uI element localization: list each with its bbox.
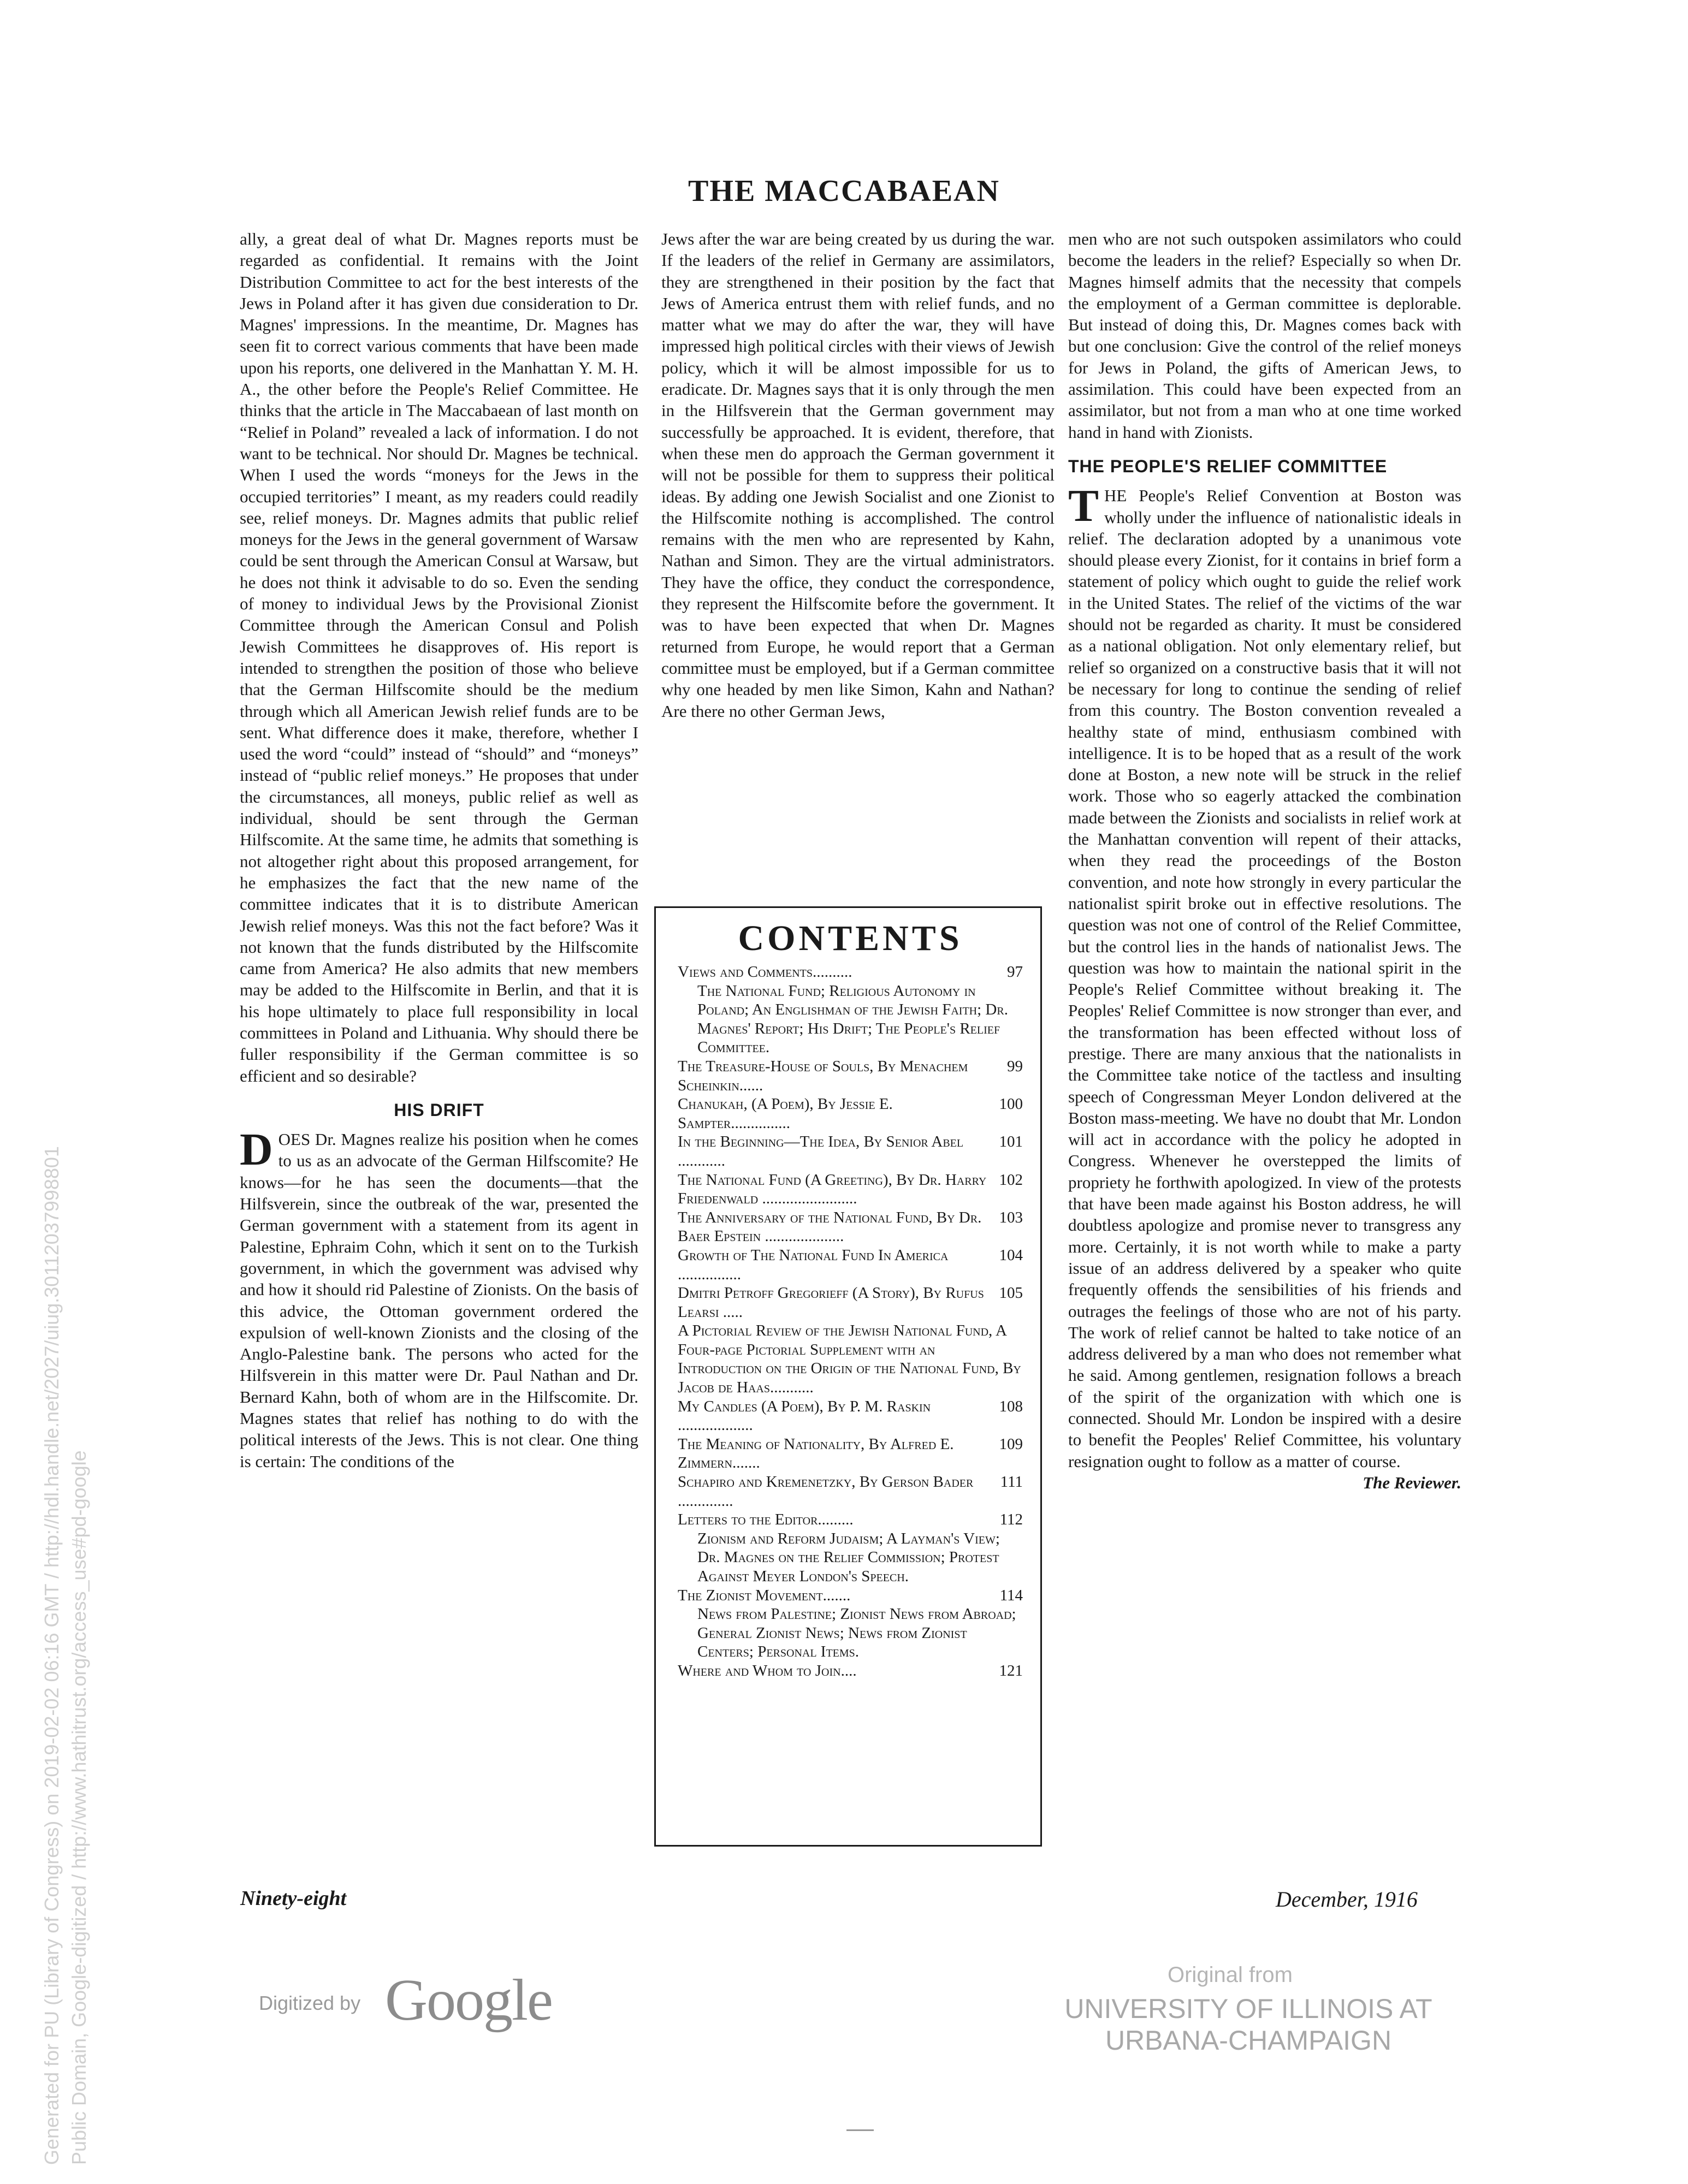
contents-entry xyxy=(678,1473,1023,1510)
column-1 xyxy=(240,228,638,1472)
contents-entry-text: Schapiro and Kremenetzky, By Gerson Bader .............. xyxy=(678,1473,974,1510)
contents-page-number: 104 xyxy=(999,1246,1023,1264)
contents-page-number: 109 xyxy=(999,1435,1023,1453)
contents-entry xyxy=(678,1397,1023,1435)
peoples-relief-paragraph xyxy=(1068,480,1461,1492)
contents-entry xyxy=(678,1321,1023,1397)
contents-entry-text: Views and Comments.......... xyxy=(678,963,852,981)
col3-paragraph: men who are not such outspoken assimilators who could become the leaders in the relief? Especially so when Dr. Magnes himself admits that the necessity that compels the employment of a German committee is deplorable. But instead of doing this, Dr. Magnes comes back with but one conclusion: Give the control of the relief moneys for Jews in Poland, the gifts of American Jews, to assimilation. This could have been expected from an assimilator, but not from a man who at one time worked hand in hand with Zionists. xyxy=(1068,229,1461,442)
contents-list xyxy=(678,963,1023,1681)
side-watermark-line-1: Generated for PU (Library of Congress) on 2019-02-02 06:16 GMT / http://hdl.handle.net/2027/uiug.30112037998801 xyxy=(40,1146,63,2165)
contents-entry xyxy=(678,1661,1023,1681)
contents-entry-text: In the Beginning—The Idea, By Senior Abel ............ xyxy=(678,1133,964,1170)
page-number-label: Ninety-eight xyxy=(240,1887,347,1910)
contents-page-number: 103 xyxy=(999,1208,1023,1226)
institution-line-1: UNIVERSITY OF ILLINOIS AT xyxy=(1064,1993,1432,2024)
contents-entry xyxy=(678,1095,1023,1132)
col1-paragraph: ally, a great deal of what Dr. Magnes reports must be regarded as confidential. It remains with the Joint Distribution Committee to act for the best interests of the Jews in Poland after it has given due consideration to Dr. Magnes' impressions. In the meantime, Dr. Magnes has seen fit to correct various comments that have been made upon his reports, one delivered in the Manhattan Y. M. H. A., the other before the People's Relief Committee. He thinks that the article in The Maccabaean of last month on “Relief in Poland” revealed a lack of information. I do not want to be technical. Nor should Dr. Magnes be technical. When I used the words “moneys for the Jews in the occupied territories” I meant, as my readers could readily see, relief moneys. Dr. Magnes admits that public relief moneys for the Jews in the general government of Warsaw could be sent through the American Consul at Warsaw, but he does not think it advisable to do so. Even the sending of money to individual Jews by the Provisional Zionist Committee through the American Consul and Polish Jewish Committees he disapproves of. His report is intended to strengthen the position of those who believe that the German Hilfscomite should be the medium through which all American Jewish relief funds are to be sent. What difference does it make, therefore, whether I used the word “could” instead of “should” and “moneys” instead of “public relief moneys.” He proposes that under the circumstances, all moneys, public relief as well as individual, should be sent through the German Hilfscomite. At the same time, he admits that something is not altogether right about this proposed arrangement, for he emphasizes the fact that the new name of the committee indicates that it is to distribute American Jewish relief moneys. Was this not the fact before? Was it not known that the funds distributed by the Hilfscomite came from America? He also admits that new members may be added to the Hilfscomite in Berlin, and that it is his hope ultimately to place full responsibility in local committees in Poland and Lithuania. Why should there be fuller responsibility if the German committee is so efficient and so desirable? xyxy=(240,229,638,1085)
contents-entry xyxy=(678,1586,1023,1605)
contents-entry xyxy=(678,1132,1023,1170)
contents-entry-text: Letters to the Editor......... xyxy=(678,1511,854,1529)
side-watermark xyxy=(38,1146,93,2165)
peoples-relief-text: HE People's Relief Convention at Boston was wholly under the influence of nationalistic ideals in relief. The declaration adopted by a unanimous vote should please every Zionist, for it contains in brief form a statement of policy which ought to guide the relief work in the United States. The relief of the victims of the war should not be regarded as charity. It must be considered as a national obligation. Not only elementary relief, but relief so organized on a constructive basis that it will not be necessary for long to continue the sending of relief from this country. The Boston convention revealed a healthy state of mind, enthusiasm combined with intelligence. It is to be hoped that as a result of the work done at Boston, a new note will be struck in the relief work. Those who so eagerly attacked the combination made between the Zionists and socialists in relief work at the Manhattan convention will repent of their attacks, when they read the proceedings of the Boston convention, and note how strongly in every particular the nationalist spirit broke out in effective resolutions. The question was not one of control of the Relief Committee, but the control lies in the hands of nationalist Jews. The question was how to maintain the national spirit in the People's Relief Committee without breaking it. The Peoples' Relief Committee is now stronger than ever, and the transformation has been effected without loss of prestige. There are many anxious that the nationalists in the Committee take notice of the tactless and insulting speech of Congressman Meyer London delivered at the Boston mass-meeting. We have no doubt that Mr. London will act in accordance with the policy he adopted in Congress. Whenever he overstepped the limits of propriety he forthwith apologized. In view of the protests that have been made against his Boston address, he will doubtless apologize and promise never to transgress any more. Certainly, it is not worth while to make a party issue of an address delivered by a speaker who quite frequently offends the sensibilities of his friends and outrages the feelings of those who are not of his party. The work of relief cannot be halted to take notice of an address delivered by a man who does not remember what he said. Among gentlemen, resignation follows a breach of the spirit of the organization with which one is connected. Should Mr. London be inspired with a desire to benefit the Peoples' Relief Committee, his voluntary resignation ought to follow as a matter of course. xyxy=(1068,486,1461,1471)
contents-entry-text: News from Palestine; Zionist News from Abroad; General Zionist News; News from Zionist Centers; Personal Items. xyxy=(697,1605,1016,1661)
side-watermark-line-2: Public Domain, Google-digitized / http://www.hathitrust.org/access_use#pd-google xyxy=(68,1450,90,2165)
col2-paragraph: Jews after the war are being created by us during the war. If the leaders of the relief in Germany are assimilators, they are strengthened in their position by the fact that Jews of America entrust them with relief funds, and no matter what we may do after the war, they will have impressed high political circles with their views of Jewish policy, which it will be almost impossible for us to eradicate. Dr. Magnes says that it is only through the men in the Hilfsverein that the German government may successfully be approached. It is evident, therefore, that when these men do approach the German government it will not be possible for them to suppress their political ideas. By adding one Jewish Socialist and one Zionist to the Hilfscomite nothing is accomplished. The control remains with the men who are represented by Kahn, Nathan and Simon. They are the virtual administrators. They have the office, they conduct the correspondence, they represent the Hilfscomite before the government. It was to have been expected that when Dr. Magnes returned from Europe, he would report that a German committee must be employed, but if a German committee why one headed by men like Simon, Kahn and Nathan? Are there no other German Jews, xyxy=(661,229,1055,721)
contents-page-number: 105 xyxy=(999,1284,1023,1302)
contents-entry xyxy=(678,1171,1023,1208)
contents-entry xyxy=(678,963,1023,982)
contents-entry-text: A Pictorial Review of the Jewish National Fund, A Four-page Pictorial Supplement with an Introduction on the Origin of the National Fund, By Jacob de Haas........... xyxy=(678,1322,1021,1397)
page-title: THE MACCABAEAN xyxy=(688,174,1000,208)
institution-line-2: URBANA-CHAMPAIGN xyxy=(1105,2025,1392,2056)
contents-entry xyxy=(678,1605,1023,1661)
dropcap: T xyxy=(1068,480,1099,532)
contents-entry xyxy=(678,1246,1023,1284)
contents-entry-text: Growth of The National Fund In America ................ xyxy=(678,1246,949,1283)
contents-entry-text: The Anniversary of the National Fund, By Dr. Baer Epstein .................... xyxy=(678,1208,982,1245)
contents-entry xyxy=(678,1435,1023,1473)
contents-entry xyxy=(678,1208,1023,1246)
signature: The Reviewer. xyxy=(1363,1473,1461,1492)
section-heading-peoples-relief: THE PEOPLE'S RELIEF COMMITTEE xyxy=(1068,456,1388,476)
contents-entry-text: Where and Whom to Join.... xyxy=(678,1661,857,1679)
contents-page-number: 101 xyxy=(999,1133,1023,1151)
contents-entry-text: The National Fund; Religious Autonomy in Poland; An Englishman of the Jewish Faith; Dr. Magnes' Report; His Drift; The People's Relief Committee. xyxy=(697,982,1008,1057)
contents-entry xyxy=(678,1510,1023,1529)
contents-page-number: 112 xyxy=(999,1511,1023,1529)
original-from-label: Original from xyxy=(1168,1963,1293,1987)
contents-entry xyxy=(678,982,1023,1057)
contents-page-number: 108 xyxy=(999,1397,1023,1415)
contents-entry-text: The Meaning of Nationality, By Alfred E. Zimmern....... xyxy=(678,1435,954,1472)
contents-entry-text: The Zionist Movement....... xyxy=(678,1586,851,1604)
contents-page-number: 102 xyxy=(999,1171,1023,1189)
his-drift-text: OES Dr. Magnes realize his position when he comes to us as an advocate of the German Hilfscomite? He knows—for he has seen the documents—that the Hilfsverein, since the outbreak of the war, presented the German government with a statement from its agent in Palestine, Ephraim Cohn, which it sent on to the Turkish government, in which the government was advised why and how it should rid Palestine of Zionists. On the basis of this advice, the Ottoman government ordered the expulsion of well-known Zionists and the closing of the Anglo-Palestine bank. The persons who acted for the Hilfsverein in this matter were Dr. Paul Nathan and Dr. Bernard Kahn, both of whom are in the Hilfscomite. Dr. Magnes states that relief has nothing to do with the political interests of the Jews. This is not clear. One thing is certain: The conditions of the xyxy=(240,1130,638,1471)
contents-entry-text: My Candles (A Poem), By P. M. Raskin ................... xyxy=(678,1397,931,1434)
contents-box xyxy=(654,906,1042,1847)
contents-entry xyxy=(678,1057,1023,1095)
contents-page-number: 121 xyxy=(999,1661,1023,1679)
section-heading-his-drift: HIS DRIFT xyxy=(394,1100,484,1120)
column-2 xyxy=(661,228,1055,722)
contents-page-number: 111 xyxy=(1000,1473,1023,1491)
contents-title: CONTENTS xyxy=(738,918,963,958)
google-logo: Google xyxy=(385,1968,552,2033)
divider xyxy=(846,2129,874,2131)
digitized-by-label: Digitized by xyxy=(259,1992,361,2014)
contents-entry xyxy=(678,1529,1023,1586)
dropcap: D xyxy=(240,1124,273,1176)
contents-page-number: 100 xyxy=(999,1095,1023,1113)
his-drift-paragraph xyxy=(240,1124,638,1472)
contents-entry-text: Zionism and Reform Judaism; A Layman's View; Dr. Magnes on the Relief Commission; Protest Against Meyer London's Speech. xyxy=(697,1529,1000,1585)
contents-entry-text: Chanukah, (A Poem), By Jessie E. Sampter............... xyxy=(678,1095,893,1132)
column-3 xyxy=(1068,228,1461,1493)
contents-page-number: 114 xyxy=(999,1586,1023,1604)
contents-page-number: 99 xyxy=(1007,1057,1023,1075)
contents-entry-text: The National Fund (A Greeting), By Dr. Harry Friedenwald ........................ xyxy=(678,1171,987,1208)
issue-date: December, 1916 xyxy=(1276,1887,1418,1912)
institution-label xyxy=(1057,1993,1440,2056)
contents-page-number: 97 xyxy=(1007,963,1023,981)
contents-entry-text: The Treasure-House of Souls, By Menachem Scheinkin...... xyxy=(678,1057,968,1094)
contents-entry xyxy=(678,1284,1023,1321)
contents-entry-text: Dmitri Petroff Gregorieff (A Story), By Rufus Learsi ..... xyxy=(678,1284,984,1321)
